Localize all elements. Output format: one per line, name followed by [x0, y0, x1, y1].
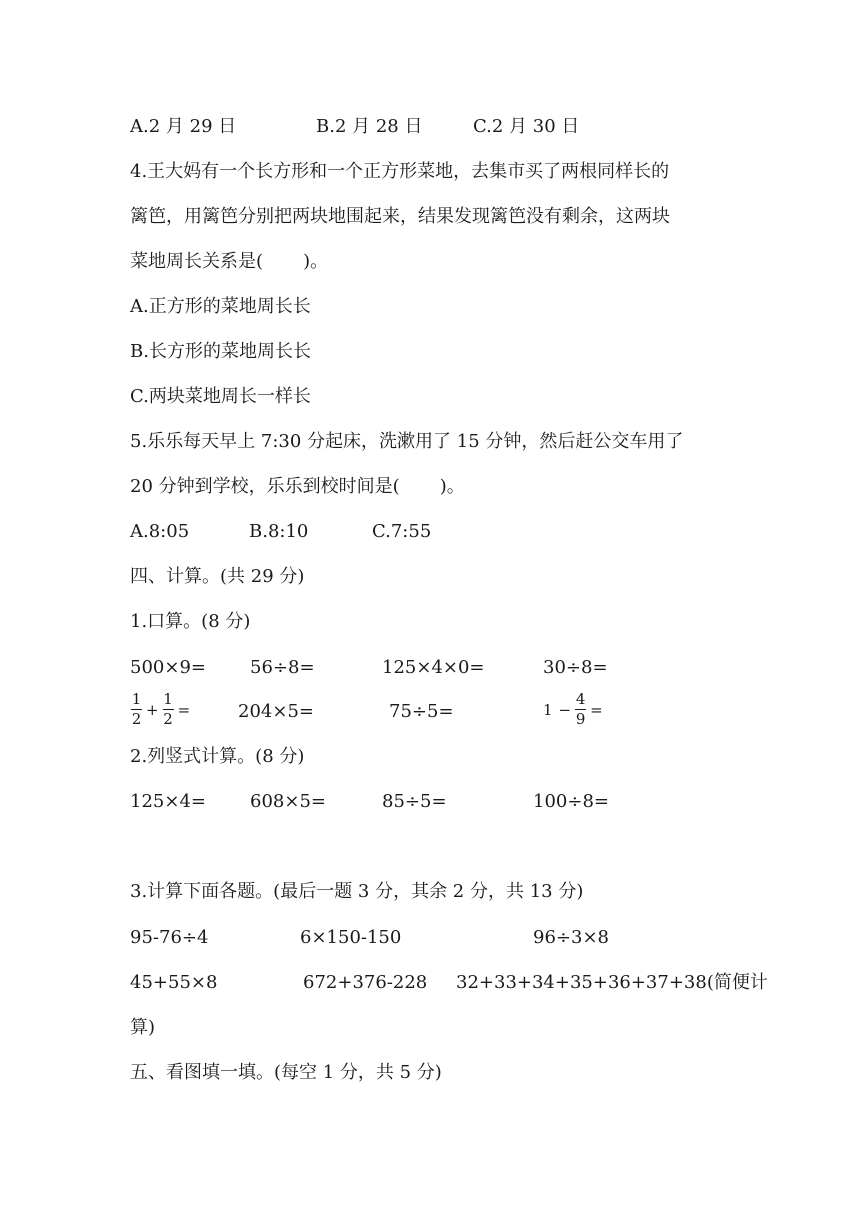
numerator: 1	[163, 690, 173, 708]
q4-text-line1: 4.王大妈有一个长方形和一个正方形菜地，去集市买了两根同样长的	[130, 161, 670, 182]
numerator: 1	[131, 690, 142, 708]
q4-option-b: B.长方形的菜地周长长	[130, 341, 311, 362]
q4-option-c: C.两块菜地周长一样长	[130, 386, 311, 407]
q3-option-b: B.2 月 28 日	[316, 116, 423, 137]
section4-title: 四、计算。(共 29 分)	[130, 566, 305, 587]
calc-problem: 32+33+34+35+36+37+38(简便计	[456, 972, 768, 993]
fraction-expression-difference	[543, 692, 606, 727]
calc-problem: 672+376-228	[303, 972, 428, 993]
calc-problem-continuation: 算)	[130, 1017, 156, 1038]
q5-option-c: C.7:55	[372, 521, 432, 542]
equals-sign: =	[590, 700, 603, 719]
vertical-calc-item: 85÷5=	[382, 791, 447, 812]
calc-problem: 95-76÷4	[130, 927, 209, 948]
denominator: 2	[163, 710, 173, 728]
whole-number: 1	[543, 700, 553, 719]
q3-option-a: A.2 月 29 日	[130, 116, 237, 137]
denominator: 2	[131, 710, 142, 728]
q4-text-line2: 篱笆，用篱笆分别把两块地围起来，结果发现篱笆没有剩余，这两块	[130, 206, 670, 227]
oral-calc-item: 125×4×0=	[382, 657, 485, 678]
minus-sign: −	[558, 700, 572, 719]
fraction	[131, 692, 142, 727]
q5-option-b: B.8:10	[249, 521, 309, 542]
part1-title: 1.口算。(8 分)	[130, 611, 251, 632]
q5-option-a: A.8:05	[130, 521, 190, 542]
oral-calc-item: 500×9=	[130, 657, 206, 678]
vertical-calc-item: 608×5=	[250, 791, 326, 812]
denominator: 9	[575, 710, 586, 728]
section5-title: 五、看图填一填。(每空 1 分，共 5 分)	[130, 1062, 442, 1083]
calc-problem: 96÷3×8	[533, 927, 609, 948]
part2-title: 2.列竖式计算。(8 分)	[130, 746, 305, 767]
fraction	[575, 692, 586, 727]
calc-problem: 6×150-150	[300, 927, 402, 948]
vertical-calc-item: 125×4=	[130, 791, 206, 812]
vertical-calc-item: 100÷8=	[533, 791, 609, 812]
fraction-expression-sum	[130, 692, 193, 727]
oral-calc-item: 56÷8=	[250, 657, 315, 678]
q4-option-a: A.正方形的菜地周长长	[130, 296, 311, 317]
fraction	[163, 692, 174, 727]
oral-calc-item: 30÷8=	[543, 657, 608, 678]
numerator: 4	[575, 690, 586, 708]
q5-text-line2: 20 分钟到学校，乐乐到校时间是( )。	[130, 476, 465, 497]
oral-calc-item: 204×5=	[238, 701, 314, 722]
plus-sign: +	[146, 700, 159, 719]
oral-calc-item: 75÷5=	[389, 701, 454, 722]
part3-title: 3.计算下面各题。(最后一题 3 分，其余 2 分，共 13 分)	[130, 881, 584, 902]
q3-option-c: C.2 月 30 日	[473, 116, 580, 137]
calc-problem: 45+55×8	[130, 972, 218, 993]
q5-text-line1: 5.乐乐每天早上 7:30 分起床，洗漱用了 15 分钟，然后赶公交车用了	[130, 431, 684, 452]
equals-sign: =	[177, 700, 191, 719]
q4-text-line3: 菜地周长关系是( )。	[130, 251, 329, 272]
